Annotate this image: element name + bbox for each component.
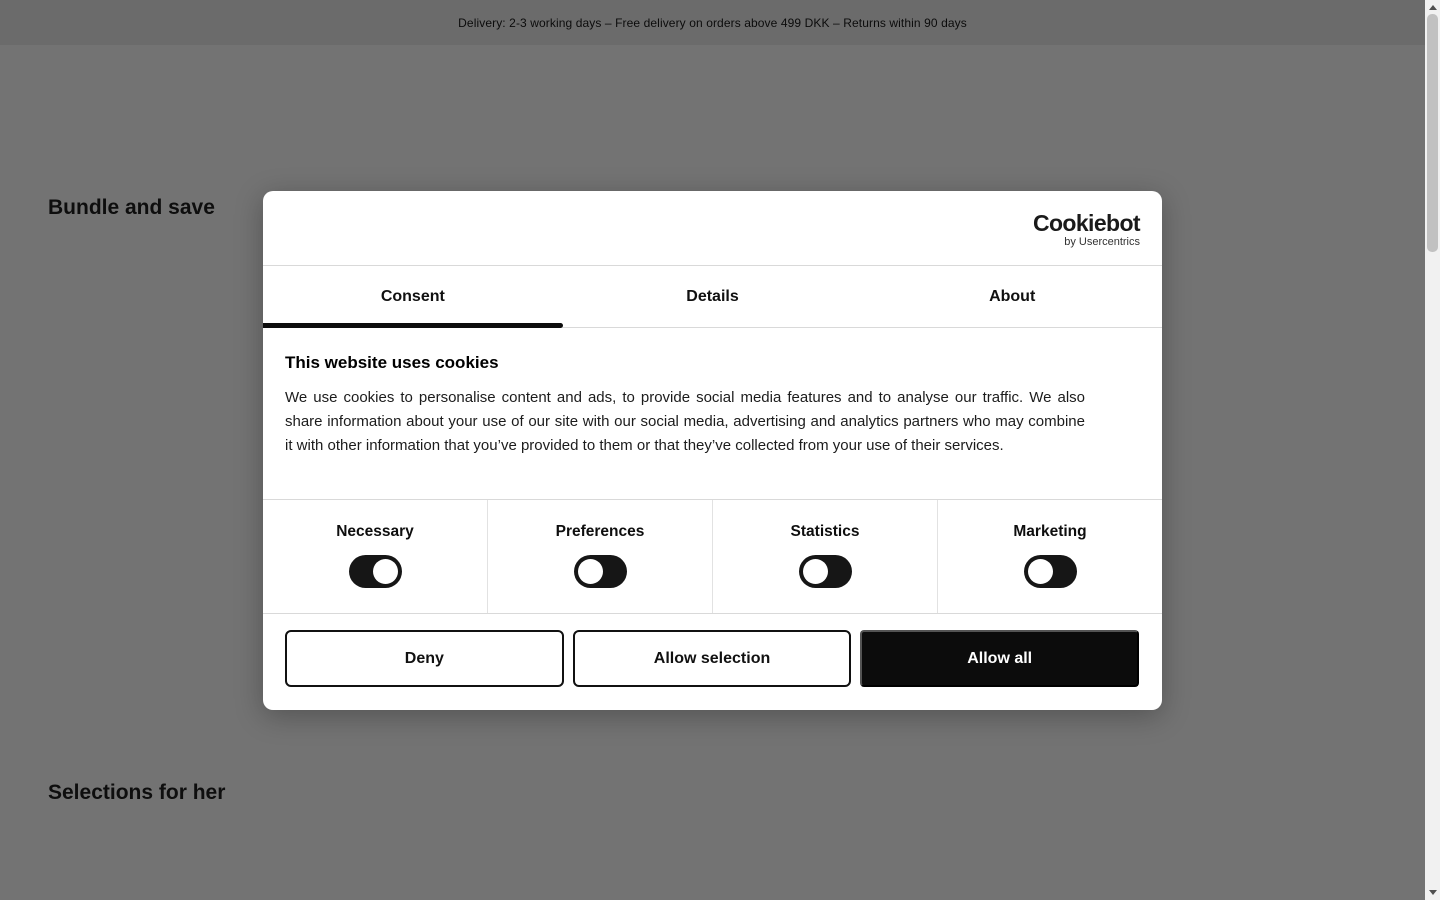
scrollbar-thumb[interactable] <box>1427 14 1438 252</box>
toggle-knob <box>578 559 603 584</box>
tab-details[interactable]: Details <box>686 287 739 305</box>
category-marketing <box>937 500 1162 613</box>
tab-consent[interactable]: Consent <box>263 266 563 327</box>
category-preferences-label: Preferences <box>555 523 645 540</box>
consent-heading: This website uses cookies <box>285 353 499 372</box>
toggle-knob <box>803 559 828 584</box>
tab-about[interactable]: About <box>989 287 1036 305</box>
cookiebot-logo-byline: by Usercentrics <box>1064 236 1140 248</box>
cookiebot-logo <box>1033 212 1140 248</box>
category-marketing-label: Marketing <box>1013 523 1087 540</box>
consent-tab-panel <box>263 328 1162 499</box>
category-necessary <box>263 500 487 613</box>
category-necessary-label: Necessary <box>336 523 414 540</box>
cookie-categories <box>263 499 1162 614</box>
cookie-consent-dialog <box>263 191 1162 710</box>
toggle-knob <box>1028 559 1053 584</box>
dialog-header <box>263 191 1162 265</box>
category-preferences <box>487 500 712 613</box>
toggle-knob <box>373 559 398 584</box>
dialog-tabs <box>263 265 1162 328</box>
toggle-necessary[interactable] <box>349 555 402 588</box>
category-statistics <box>712 500 937 613</box>
consent-description: We use cookies to personalise content and ads, to provide social media features and to analyse our traffic. We also share information about your use of our site with our social media, advertising and analytics partners who may combine it with other information that you’ve provided to them or that they’ve collected from your use of their services. <box>285 389 1085 454</box>
scrollbar[interactable] <box>1425 0 1440 900</box>
allow-all-button[interactable]: Allow all <box>860 630 1139 687</box>
toggle-marketing[interactable] <box>1024 555 1077 588</box>
allow-selection-button[interactable]: Allow selection <box>573 630 852 687</box>
scrollbar-down-arrow-icon[interactable] <box>1429 890 1437 895</box>
category-statistics-label: Statistics <box>790 523 860 540</box>
toggle-statistics[interactable] <box>799 555 852 588</box>
consent-buttons <box>263 614 1162 710</box>
toggle-preferences[interactable] <box>574 555 627 588</box>
deny-button[interactable]: Deny <box>285 630 564 687</box>
scrollbar-up-arrow-icon[interactable] <box>1429 5 1437 10</box>
cookiebot-logo-text: Cookiebot <box>1032 210 1140 236</box>
